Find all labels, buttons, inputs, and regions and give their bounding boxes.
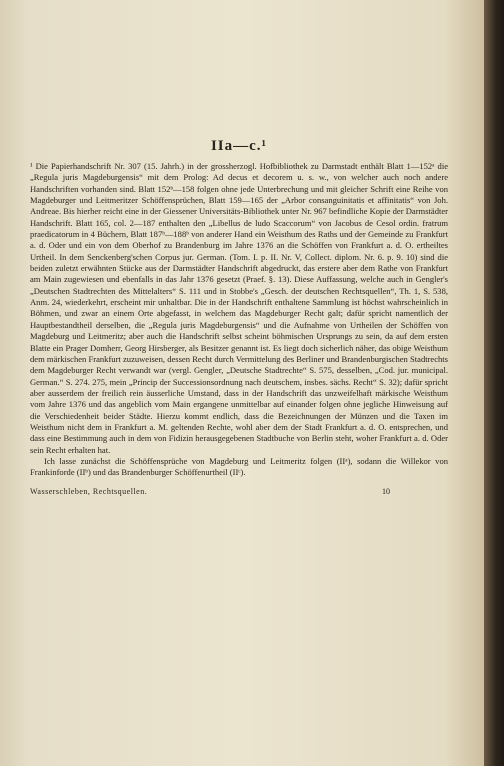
section-heading: IIa—c.¹ — [210, 138, 268, 154]
footnote-paragraph-1: ¹ Die Papierhandschrift Nr. 307 (15. Jahrh.) in der grossherzogl. Hofbibliothek zu Darmstadt enthält Blatt 1—152ᵃ die „Regula juris Magdeburgensis“ mit dem Prolog: Ad decus et decorem u. s. w., von welcher auch noch andere Handschriften vorhanden sind. Blatt 152ᵇ—158 folgen ohne jede Unterbrechung und mit gleicher Schrift eine Reihe von Magdeburger und Leitmeritzer Schöffensprüchen, Blatt 159—165 der „Arbor consanguinitatis et affinitatis“ von Joh. Andreae. Bis hierher reicht eine in der Giessener Universitäts-Bibliothek unter Nr. 967 befindliche Kopie der Darmstädter Handschrift. Blatt 165, col. 2—187 enthalten den „Libellus de ludo Scaccorum“ von Jacobus de Cesol ordin. fratrum praedicatorum in 4 Büchern, Blatt 187ᵇ—188ᵇ von anderer Hand ein Weisthum des Raths und der Gemeinde zu Frankfurt a. d. Oder und ein von dem Oberhof zu Brandenburg im Jahre 1376 an die Schöffen von Frankfurt a. d. O. ertheiltes Urtheil. In dem Senckenberg'schen Corpus jur. German. (Tom. I. p. II. Nr. V, Collect. diplom. Nr. 6. p. 9. 10) sind die beiden zuletzt erwähnten Stücke aus der Darmstädter Handschrift abgedruckt, das erstere aber dem Rathe von Frankfurt am Main zugewiesen und ebenfalls in das Jahr 1376 gesetzt (Praef. §. 13). Diese Auffassung, welche auch in Gengler's „Deutschen Stadtrechten des Mittelalters“ S. 111 und in Stobbe's „Gesch. der deutschen Rechtsquellen“, Th. 1, S. 538, Anm. 24, wiederkehrt, erscheint mir unhaltbar. Die in der Handschrift enthaltene Sammlung ist höchst wahrscheinlich in Böhmen, und zwar an einem Orte abgefasst, in welchem das Magdeburger Recht galt; dafür spricht namentlich der Hauptbestandtheil derselben, die „Regula juris Magdeburgensis“ und die Aufnahme von Urtheilen der Schöffen von Magdeburg und Leitmeritz; aber auch die Handschrift selbst scheint böhmischen Ursprungs zu sein, da auf dem ersten Blatte ein Prager Domherr, Georg Hirsberger, als Besitzer genannt ist. Es liegt doch sicherlich näher, das obige Weisthum dem märkischen Frankfurt zuzuweisen, dessen Recht durch Vermittelung des Berliner und Brandenburgischen Stadtrechts dem Magdeburger Recht verwandt war (vergl. Gengler, „Deutsche Stadtrechte“ S. 575, desselben, „Cod. jur. municipal. German.“ S. 274. 275, mein „Princip der Successionsordnung nach deutschem, insbes. sächs. Recht“ S. 32); dafür spricht aber ausserdem der freilich rein äusserliche Umstand, dass in der Handschrift das unzweifelhaft märkische Weisthum vom Jahre 1376 und das angeblich vom Main ergangene unmittelbar auf einander folgen ohne jegliche Hinweisung auf die Verschiedenheit beider Städte. Hierzu kommt endlich, dass die Bezeichnungen der Münzen und die Taxen im Weisthum nicht dem in Frankfurt a. M. geltenden Rechte, wohl aber dem der Stadt Frankfurt a. d. O. entsprechen, und dass eine Bestimmung auch in dem von Fidizin herausgegebenen Stadtbuche von Berlin steht, woher Frankfurt a. d. Oder sein Recht erhalten hat. — [30, 161, 448, 455]
page-content — [30, 138, 448, 496]
book-spine-edge — [484, 0, 504, 766]
page-footer — [30, 487, 448, 496]
footnote-paragraph-2: Ich lasse zunächst die Schöffensprüche von Magdeburg und Leitmeritz folgen (IIᵃ), sodann die Willekor von Frankinforde (IIᵇ) und das Brandenburger Schöffenurtheil (IIᶜ). — [30, 455, 448, 478]
printer-signature: Wasserschleben, Rechtsquellen. — [30, 486, 148, 496]
page-number: 10 — [382, 486, 390, 496]
